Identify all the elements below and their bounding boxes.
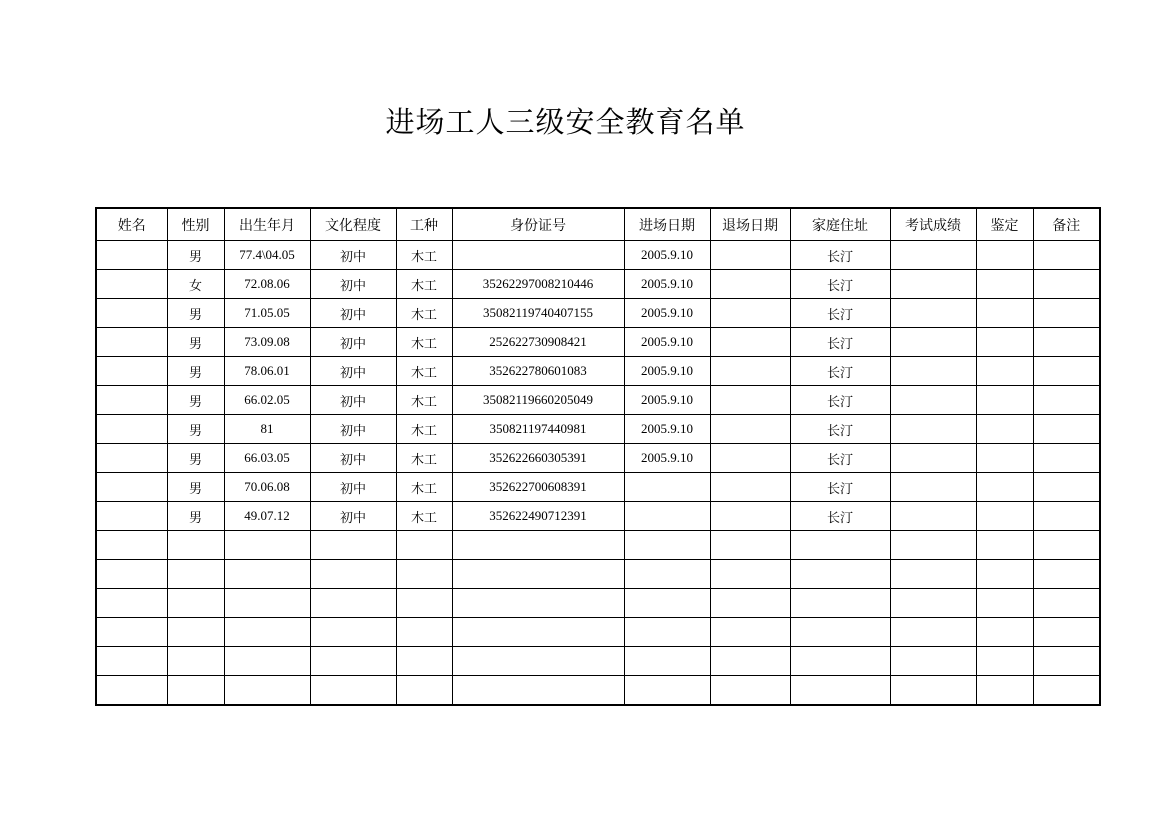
cell-birth-date: 70.06.08 [224, 473, 310, 502]
cell-exam-score [890, 560, 976, 589]
col-header-trade: 工种 [396, 208, 452, 241]
cell-id-number [452, 531, 624, 560]
cell-trade: 木工 [396, 386, 452, 415]
cell-id-number [452, 241, 624, 270]
cell-gender [167, 676, 224, 706]
cell-trade: 木工 [396, 502, 452, 531]
table-row [96, 618, 1100, 647]
table-row [96, 502, 1100, 531]
col-header-home-address: 家庭住址 [790, 208, 890, 241]
table-row [96, 531, 1100, 560]
cell-exit-date [710, 618, 790, 647]
cell-trade: 木工 [396, 415, 452, 444]
table-row [96, 473, 1100, 502]
cell-name [96, 415, 167, 444]
cell-entry-date [624, 531, 710, 560]
col-header-exam-score: 考试成绩 [890, 208, 976, 241]
cell-gender [167, 560, 224, 589]
cell-id-number: 350821197440981 [452, 415, 624, 444]
cell-exit-date [710, 560, 790, 589]
cell-id-number: 35082119740407155 [452, 299, 624, 328]
cell-id-number: 35262297008210446 [452, 270, 624, 299]
col-header-birth-date: 出生年月 [224, 208, 310, 241]
roster-body [96, 241, 1100, 706]
cell-home-address: 长汀 [790, 502, 890, 531]
table-row [96, 328, 1100, 357]
col-header-remarks: 备注 [1033, 208, 1100, 241]
cell-birth-date: 73.09.08 [224, 328, 310, 357]
cell-name [96, 618, 167, 647]
cell-id-number [452, 589, 624, 618]
cell-home-address: 长汀 [790, 444, 890, 473]
col-header-id-number: 身份证号 [452, 208, 624, 241]
cell-trade [396, 560, 452, 589]
cell-trade: 木工 [396, 241, 452, 270]
cell-education [310, 589, 396, 618]
cell-education [310, 676, 396, 706]
document-title: 进场工人三级安全教育名单 [385, 105, 746, 139]
cell-exam-score [890, 502, 976, 531]
cell-birth-date [224, 589, 310, 618]
cell-gender [167, 589, 224, 618]
cell-remarks [1033, 589, 1100, 618]
table-row [96, 444, 1100, 473]
cell-name [96, 444, 167, 473]
cell-name [96, 676, 167, 706]
cell-exam-score [890, 270, 976, 299]
cell-id-number: 352622700608391 [452, 473, 624, 502]
cell-birth-date [224, 618, 310, 647]
cell-gender [167, 618, 224, 647]
cell-education [310, 560, 396, 589]
cell-appraisal [976, 415, 1033, 444]
cell-exam-score [890, 299, 976, 328]
cell-remarks [1033, 357, 1100, 386]
cell-trade: 木工 [396, 444, 452, 473]
table-row [96, 676, 1100, 706]
cell-home-address [790, 618, 890, 647]
cell-education [310, 618, 396, 647]
cell-name [96, 647, 167, 676]
cell-gender: 男 [167, 299, 224, 328]
cell-appraisal [976, 502, 1033, 531]
cell-name [96, 270, 167, 299]
cell-home-address: 长汀 [790, 299, 890, 328]
cell-gender: 女 [167, 270, 224, 299]
cell-entry-date: 2005.9.10 [624, 386, 710, 415]
table-row [96, 415, 1100, 444]
cell-remarks [1033, 473, 1100, 502]
cell-trade: 木工 [396, 357, 452, 386]
header-row [96, 208, 1100, 241]
cell-education [310, 531, 396, 560]
table-row [96, 589, 1100, 618]
cell-exam-score [890, 676, 976, 706]
col-header-appraisal: 鉴定 [976, 208, 1033, 241]
cell-appraisal [976, 676, 1033, 706]
cell-education: 初中 [310, 241, 396, 270]
cell-remarks [1033, 676, 1100, 706]
cell-name [96, 328, 167, 357]
cell-home-address [790, 589, 890, 618]
cell-remarks [1033, 415, 1100, 444]
cell-home-address [790, 560, 890, 589]
col-header-exit-date: 退场日期 [710, 208, 790, 241]
cell-exam-score [890, 473, 976, 502]
cell-gender [167, 531, 224, 560]
cell-gender: 男 [167, 328, 224, 357]
cell-gender: 男 [167, 415, 224, 444]
cell-entry-date: 2005.9.10 [624, 444, 710, 473]
cell-entry-date [624, 502, 710, 531]
cell-name [96, 560, 167, 589]
cell-trade: 木工 [396, 473, 452, 502]
table-row [96, 647, 1100, 676]
cell-education: 初中 [310, 357, 396, 386]
cell-remarks [1033, 241, 1100, 270]
cell-trade [396, 676, 452, 706]
cell-entry-date [624, 560, 710, 589]
cell-gender: 男 [167, 241, 224, 270]
cell-exit-date [710, 531, 790, 560]
cell-remarks [1033, 531, 1100, 560]
cell-education: 初中 [310, 270, 396, 299]
worker-roster-table [95, 207, 1101, 706]
cell-name [96, 386, 167, 415]
cell-trade [396, 647, 452, 676]
cell-home-address: 长汀 [790, 328, 890, 357]
cell-education: 初中 [310, 386, 396, 415]
cell-exit-date [710, 415, 790, 444]
cell-entry-date: 2005.9.10 [624, 241, 710, 270]
cell-entry-date: 2005.9.10 [624, 357, 710, 386]
cell-gender: 男 [167, 444, 224, 473]
cell-id-number: 35082119660205049 [452, 386, 624, 415]
cell-education: 初中 [310, 502, 396, 531]
cell-exam-score [890, 386, 976, 415]
cell-exam-score [890, 531, 976, 560]
cell-trade: 木工 [396, 270, 452, 299]
cell-name [96, 473, 167, 502]
cell-exit-date [710, 357, 790, 386]
col-header-entry-date: 进场日期 [624, 208, 710, 241]
cell-entry-date: 2005.9.10 [624, 328, 710, 357]
cell-exam-score [890, 241, 976, 270]
cell-remarks [1033, 386, 1100, 415]
cell-name [96, 502, 167, 531]
cell-home-address: 长汀 [790, 357, 890, 386]
cell-entry-date [624, 473, 710, 502]
cell-exam-score [890, 444, 976, 473]
cell-home-address [790, 647, 890, 676]
cell-id-number: 352622490712391 [452, 502, 624, 531]
cell-trade: 木工 [396, 328, 452, 357]
cell-appraisal [976, 241, 1033, 270]
cell-appraisal [976, 357, 1033, 386]
cell-appraisal [976, 444, 1033, 473]
cell-exit-date [710, 270, 790, 299]
cell-exit-date [710, 328, 790, 357]
cell-birth-date [224, 560, 310, 589]
cell-birth-date [224, 647, 310, 676]
cell-gender: 男 [167, 386, 224, 415]
cell-appraisal [976, 647, 1033, 676]
cell-appraisal [976, 531, 1033, 560]
cell-exit-date [710, 241, 790, 270]
cell-education: 初中 [310, 299, 396, 328]
cell-id-number: 352622660305391 [452, 444, 624, 473]
cell-appraisal [976, 328, 1033, 357]
cell-entry-date [624, 618, 710, 647]
cell-home-address [790, 676, 890, 706]
cell-birth-date: 66.03.05 [224, 444, 310, 473]
cell-exam-score [890, 357, 976, 386]
cell-birth-date: 77.4\04.05 [224, 241, 310, 270]
cell-remarks [1033, 299, 1100, 328]
cell-exit-date [710, 589, 790, 618]
cell-birth-date: 71.05.05 [224, 299, 310, 328]
cell-remarks [1033, 647, 1100, 676]
cell-exam-score [890, 647, 976, 676]
cell-education: 初中 [310, 328, 396, 357]
cell-exit-date [710, 647, 790, 676]
cell-education [310, 647, 396, 676]
cell-remarks [1033, 618, 1100, 647]
cell-entry-date [624, 676, 710, 706]
table-row [96, 270, 1100, 299]
cell-remarks [1033, 270, 1100, 299]
cell-appraisal [976, 560, 1033, 589]
cell-id-number [452, 676, 624, 706]
cell-appraisal [976, 299, 1033, 328]
cell-home-address: 长汀 [790, 241, 890, 270]
cell-home-address: 长汀 [790, 386, 890, 415]
cell-appraisal [976, 386, 1033, 415]
cell-exit-date [710, 676, 790, 706]
cell-education: 初中 [310, 444, 396, 473]
cell-exit-date [710, 444, 790, 473]
cell-entry-date: 2005.9.10 [624, 299, 710, 328]
cell-education: 初中 [310, 415, 396, 444]
cell-remarks [1033, 502, 1100, 531]
cell-name [96, 299, 167, 328]
cell-gender: 男 [167, 473, 224, 502]
cell-birth-date: 66.02.05 [224, 386, 310, 415]
cell-home-address [790, 531, 890, 560]
cell-id-number [452, 647, 624, 676]
cell-name [96, 241, 167, 270]
cell-birth-date: 72.08.06 [224, 270, 310, 299]
cell-exit-date [710, 299, 790, 328]
col-header-gender: 性别 [167, 208, 224, 241]
cell-entry-date [624, 647, 710, 676]
cell-exit-date [710, 473, 790, 502]
cell-gender [167, 647, 224, 676]
cell-birth-date: 81 [224, 415, 310, 444]
cell-exam-score [890, 618, 976, 647]
cell-entry-date: 2005.9.10 [624, 415, 710, 444]
cell-gender: 男 [167, 357, 224, 386]
cell-entry-date [624, 589, 710, 618]
cell-id-number: 252622730908421 [452, 328, 624, 357]
cell-name [96, 357, 167, 386]
cell-exit-date [710, 502, 790, 531]
col-header-name: 姓名 [96, 208, 167, 241]
cell-name [96, 589, 167, 618]
cell-appraisal [976, 270, 1033, 299]
cell-appraisal [976, 589, 1033, 618]
cell-home-address: 长汀 [790, 270, 890, 299]
cell-name [96, 531, 167, 560]
cell-education: 初中 [310, 473, 396, 502]
table-row [96, 560, 1100, 589]
cell-birth-date: 49.07.12 [224, 502, 310, 531]
cell-exam-score [890, 328, 976, 357]
cell-id-number: 352622780601083 [452, 357, 624, 386]
cell-exam-score [890, 415, 976, 444]
table-row [96, 241, 1100, 270]
cell-trade [396, 531, 452, 560]
cell-gender: 男 [167, 502, 224, 531]
cell-id-number [452, 560, 624, 589]
cell-birth-date [224, 531, 310, 560]
cell-home-address: 长汀 [790, 473, 890, 502]
cell-appraisal [976, 473, 1033, 502]
cell-remarks [1033, 444, 1100, 473]
cell-remarks [1033, 560, 1100, 589]
cell-appraisal [976, 618, 1033, 647]
cell-exam-score [890, 589, 976, 618]
cell-home-address: 长汀 [790, 415, 890, 444]
cell-id-number [452, 618, 624, 647]
col-header-education: 文化程度 [310, 208, 396, 241]
cell-remarks [1033, 328, 1100, 357]
cell-trade [396, 589, 452, 618]
cell-entry-date: 2005.9.10 [624, 270, 710, 299]
table-row [96, 386, 1100, 415]
cell-trade: 木工 [396, 299, 452, 328]
table-row [96, 357, 1100, 386]
cell-birth-date [224, 676, 310, 706]
cell-trade [396, 618, 452, 647]
cell-exit-date [710, 386, 790, 415]
table-row [96, 299, 1100, 328]
cell-birth-date: 78.06.01 [224, 357, 310, 386]
